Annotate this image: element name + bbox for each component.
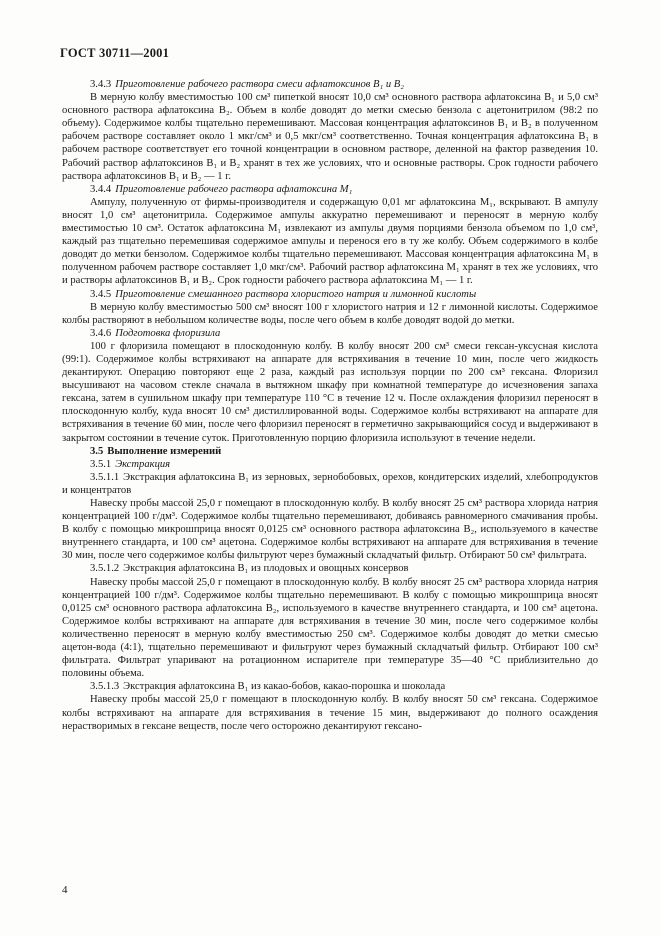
document-header: ГОСТ 30711—2001 [60, 46, 170, 60]
section-title: Приготовление рабочего раствора смеси афлатоксинов B₁ и B₂ [115, 79, 404, 90]
section-heading [62, 562, 598, 575]
paragraph: Навеску пробы массой 25,0 г помещают в плоскодонную колбу. В колбу вносят 25 см³ раствора хлорида натрия концентрацией 100 г/дм³. Содержимое колбы тщательно перемешивают. В колбу с помощью микрошприца вносят 0,0125 см³ основного раствора афлатоксина B₂, используемого в качестве внутреннего стандарта, и 100 см³ ацетона. Содержимое колбы встряхивают на аппарате для встряхивания в течение 30 мин, после чего содержимое колбы количественно переносят в мерную колбу вместимостью 250 см³. Содержимое колбы доводят до метки смесью ацетон-вода (4:1), тщательно перемешивают и фильтруют через бумажный складчатый фильтр. Отбирают 100 см³ фильтрата. Фильтрат упаривают на ротационном испарителе при температуре 35—40 °С приблизительно до половины объема. [62, 576, 598, 680]
page-number: 4 [62, 884, 68, 896]
section-number: 3.4.4 [90, 183, 112, 195]
section-number: 3.5 [90, 445, 104, 457]
section-heading [62, 327, 598, 340]
section-heading [62, 445, 598, 458]
document-body [62, 78, 598, 733]
section-number: 3.5.1.2 [90, 563, 120, 575]
section-heading [62, 183, 598, 196]
paragraph: 100 г флоризила помещают в плоскодонную колбу. В колбу вносят 200 см³ смеси гексан-уксусная кислота (99:1). Содержимое колбы встряхивают на аппарате для встряхивания в течение 10 мин, после чего жидкость декантируют. Операцию повторяют еще 2 раза, каждый раз используя порции по 200 см³ гексана. Флоризил высушивают на часовом стекле сначала в вытяжном шкафу при комнатной температуре до исчезновения запаха гексана, затем в сушильном шкафу при температуре 110 °С в течение 12 ч. После охлаждения флоризил переносят в плоскодонную колбу, куда вносят 10 см³ дистиллированной воды. Содержимое колбы встряхивают на аппарате для встряхивания в течение 60 мин, после чего флоризил переносят в герметично закрывающийся сосуд и выдерживают в закрытом состоянии в течение суток. Приготовленную порцию флоризила используют в течение недели. [62, 340, 598, 444]
section-heading [62, 471, 598, 497]
section-title: Выполнение измерений [107, 445, 222, 457]
section-heading [62, 288, 598, 301]
paragraph: Навеску пробы массой 25,0 г помещают в плоскодонную колбу. В колбу вносят 50 см³ гексана. Содержимое колбы встряхивают на аппарате для встряхивания в течение 15 мин, выдерживают до полного осаждения нерастворимых в гексане веществ, после чего осторожно декантируют гексано- [62, 694, 598, 732]
section-heading [62, 458, 598, 471]
paragraph: Ампулу, полученную от фирмы-производителя и содержащую 0,01 мг афлатоксина M₁, вскрывают. В ампулу вносят 1,0 см³ ацетонитрила. Содержимое ампулы аккуратно перемешивают и переносят в мерную колбу вместимостью 10 см³. Остаток афлатоксина M₁ извлекают из ампулы двумя порциями бензола объемом по 1,0 см³, каждый раз тщательно перемешивая содержимое ампулы и перенося его в ту же колбу. Объем содержимого в колбе доводят до метки бензолом. Содержимое колбы тщательно перемешивают. Массовая концентрация афлатоксина M₁ в полученном рабочем растворе составляет 1,0 мкг/см³. Рабочий раствор афлатоксина M₁ хранят в тех же условиях, что и растворы афлатоксинов B₁ и B₂. Срок годности рабочего раствора афлатоксина M₁ — 1 г. [62, 196, 598, 287]
section-number: 3.5.1.1 [90, 471, 120, 483]
paragraph: В мерную колбу вместимостью 500 см³ вносят 100 г хлористого натрия и 12 г лимонной кислоты. Содержимое колбы растворяют в небольшом количестве воды, после чего объем в колбе доводят водой до метки. [62, 301, 598, 326]
section-number: 3.4.3 [90, 79, 112, 90]
section-title: Экстракция афлатоксина B₁ из какао-бобов, какао-порошка и шоколада [123, 681, 446, 693]
section-heading [62, 78, 598, 91]
paragraph: В мерную колбу вместимостью 100 см³ пипеткой вносят 10,0 см³ основного раствора афлатоксина B₁ и 5,0 см³ основного раствора афлатоксина B₂. Объем в колбе доводят до метки смесью бензола с ацетонитрилом (98:2 по объему). Содержимое колбы тщательно перемешивают. Массовая концентрация афлатоксинов B₁ и B₂ в полученном рабочем растворе составляет около 1 мкг/см³ и 0,5 мкг/см³ соответственно. Точная концентрация афлатоксина B₁ в рабочем растворе соответствует его точной концентрации в основном растворе, деленной на фактор разведения 10. Рабочий раствор афлатоксинов B₁ и B₂ хранят в тех же условиях, что и основные растворы. Срок годности рабочего раствора афлатоксинов B₁ и B₂ — 1 г. [62, 92, 598, 182]
section-number: 3.4.5 [90, 288, 112, 300]
section-title: Экстракция афлатоксина B₁ из плодовых и овощных консервов [123, 563, 409, 575]
section-number: 3.4.6 [90, 327, 112, 339]
section-title: Экстракция [115, 458, 171, 470]
paragraph: Навеску пробы массой 25,0 г помещают в плоскодонную колбу. В колбу вносят 25 см³ раствора хлорида натрия концентрацией 100 г/дм³. Содержимое колбы тщательно перемешивают, добиваясь равномерного смачивания пробы. В колбу с помощью микрошприца вносят 0,0125 см³ основного раствора афлатоксина B₂, используемого в качестве внутреннего стандарта, и 100 см³ ацетона. Содержимое колбы встряхивают на аппарате для встряхивания в течение 30 мин, после чего содержимое колбы фильтруют через бумажный складчатый фильтр. Отбирают 50 см³ фильтрата. [62, 498, 598, 562]
section-title: Подготовка флоризила [115, 327, 221, 339]
section-heading [62, 680, 598, 693]
section-number: 3.5.1 [90, 458, 112, 470]
section-title: Экстракция афлатоксина B₁ из зерновых, зернобобовых, орехов, кондитерских изделий, хлебопродуктов и концентратов [62, 471, 598, 496]
section-title: Приготовление смешанного раствора хлористого натрия и лимонной кислоты [115, 288, 477, 300]
section-title: Приготовление рабочего раствора афлатоксина M₁ [115, 183, 353, 195]
section-number: 3.5.1.3 [90, 681, 120, 693]
